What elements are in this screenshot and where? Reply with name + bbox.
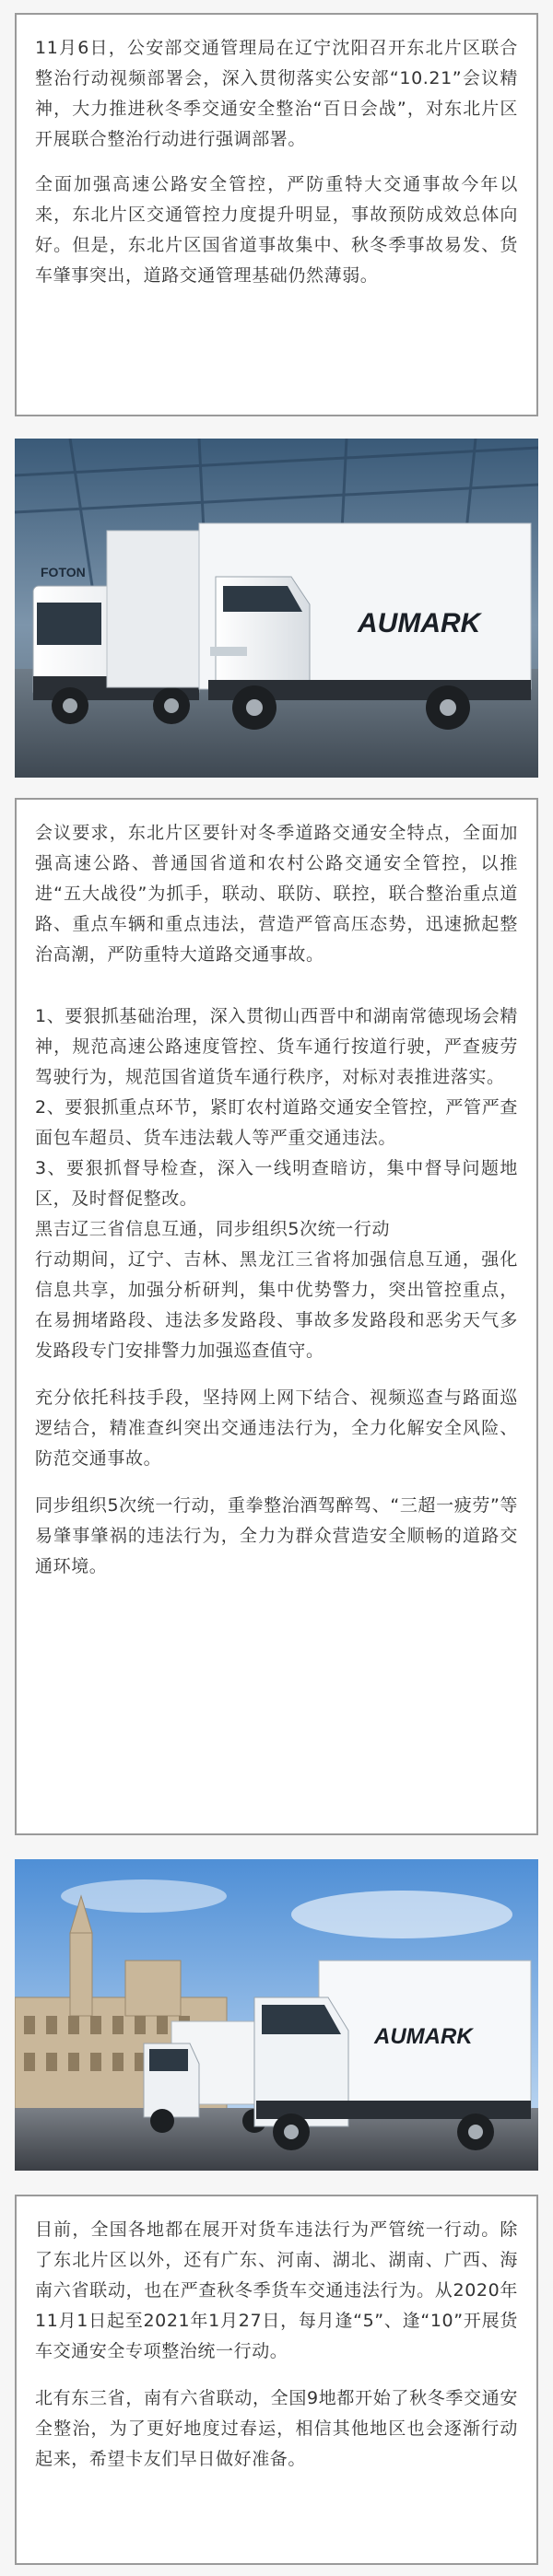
list-item-supervision: 3、要狠抓督导检查，深入一线明查暗访，集中督导问题地区，及时督促整改。 xyxy=(35,1158,518,1209)
city-trucks-illustration xyxy=(15,1859,538,2171)
text-section-1 xyxy=(15,13,538,416)
paragraph-highway-control: 全面加强高速公路安全管控，严防重特大交通事故今年以来，东北片区交通管控力度提升明显，事故预防成效总体向好。但是，东北片区国省道事故集中、秋冬季事故易发、货车肇事突出，道路交通管理基础仍然薄弱。 xyxy=(35,174,518,286)
warehouse-trucks-illustration xyxy=(15,439,538,778)
truck-photo-city xyxy=(15,1859,538,2171)
paragraph-technology: 充分依托科技手段，坚持网上网下结合、视频巡查与路面巡逻结合，精准查纠突出交通违法行为，全力化解安全风险、防范交通事故。 xyxy=(35,1388,518,1469)
paragraph-unified-actions: 同步组织5次统一行动，重拳整治酒驾醉驾、“三超一疲劳”等易肇事肇祸的违法行为，全力为群众营造安全顺畅的道路交通环境。 xyxy=(35,1495,518,1576)
text-section-2 xyxy=(15,798,538,1835)
subheading-three-provinces: 黑吉辽三省信息互通，同步组织5次统一行动 xyxy=(35,1219,391,1239)
list-item-key-links: 2、要狠抓重点环节，紧盯农村道路交通安全管控，严管严查面包车超员、货车违法载人等严重交通违法。 xyxy=(35,1097,518,1148)
paragraph-meeting-intro: 11月6日，公安部交通管理局在辽宁沈阳召开东北片区联合整治行动视频部署会，深入贯彻落实公安部“10.21”会议精神，大力推进秋冬季交通安全整治“百日会战”，对东北片区开展联合整治行动进行强调部署。 xyxy=(35,38,518,149)
foton-logo: FOTON xyxy=(41,565,86,580)
aumark-logo: AUMARK xyxy=(358,608,481,638)
paragraph-action-period: 行动期间，辽宁、吉林、黑龙江三省将加强信息互通，强化信息共享，加强分析研判，集中优势警力，突出管控重点，在易拥堵路段、违法多发路段、事故多发路段和恶劣天气多发路段专门安排警力加强巡查值守。 xyxy=(35,1249,518,1361)
truck-photo-warehouse xyxy=(15,439,538,778)
text-section-3 xyxy=(15,2195,538,2565)
paragraph-closing: 北有东三省，南有六省联动，全国9地都开始了秋冬季交通安全整治，为了更好地度过春运，相信其他地区也会逐渐行动起来，希望卡友们早日做好准备。 xyxy=(35,2388,518,2469)
paragraph-meeting-requirements: 会议要求，东北片区要针对冬季道路交通安全特点，全面加强高速公路、普通国省道和农村公路交通安全管控，以推进“五大战役”为抓手，联动、联防、联控，联合整治重点道路、重点车辆和重点违法，营造严管高压态势，迅速掀起整治高潮，严防重特大道路交通事故。 xyxy=(35,823,518,965)
aumark-logo-2: AUMARK xyxy=(374,2024,473,2049)
paragraph-nationwide-action: 目前，全国各地都在展开对货车违法行为严管统一行动。除了东北片区以外，还有广东、河南、湖北、湖南、广西、海南六省联动，也在严查秋冬季货车交通违法行为。从2020年11月1日起至2021年1月27日，每月逢“5”、逢“10”开展货车交通安全专项整治统一行动。 xyxy=(35,2219,518,2361)
list-item-basic-governance: 1、要狠抓基础治理，深入贯彻山西晋中和湖南常德现场会精神，规范高速公路速度管控、货车通行按道行驶，严查疲劳驾驶行为，规范国省道货车通行秩序，对标对表推进落实。 xyxy=(35,1006,518,1087)
